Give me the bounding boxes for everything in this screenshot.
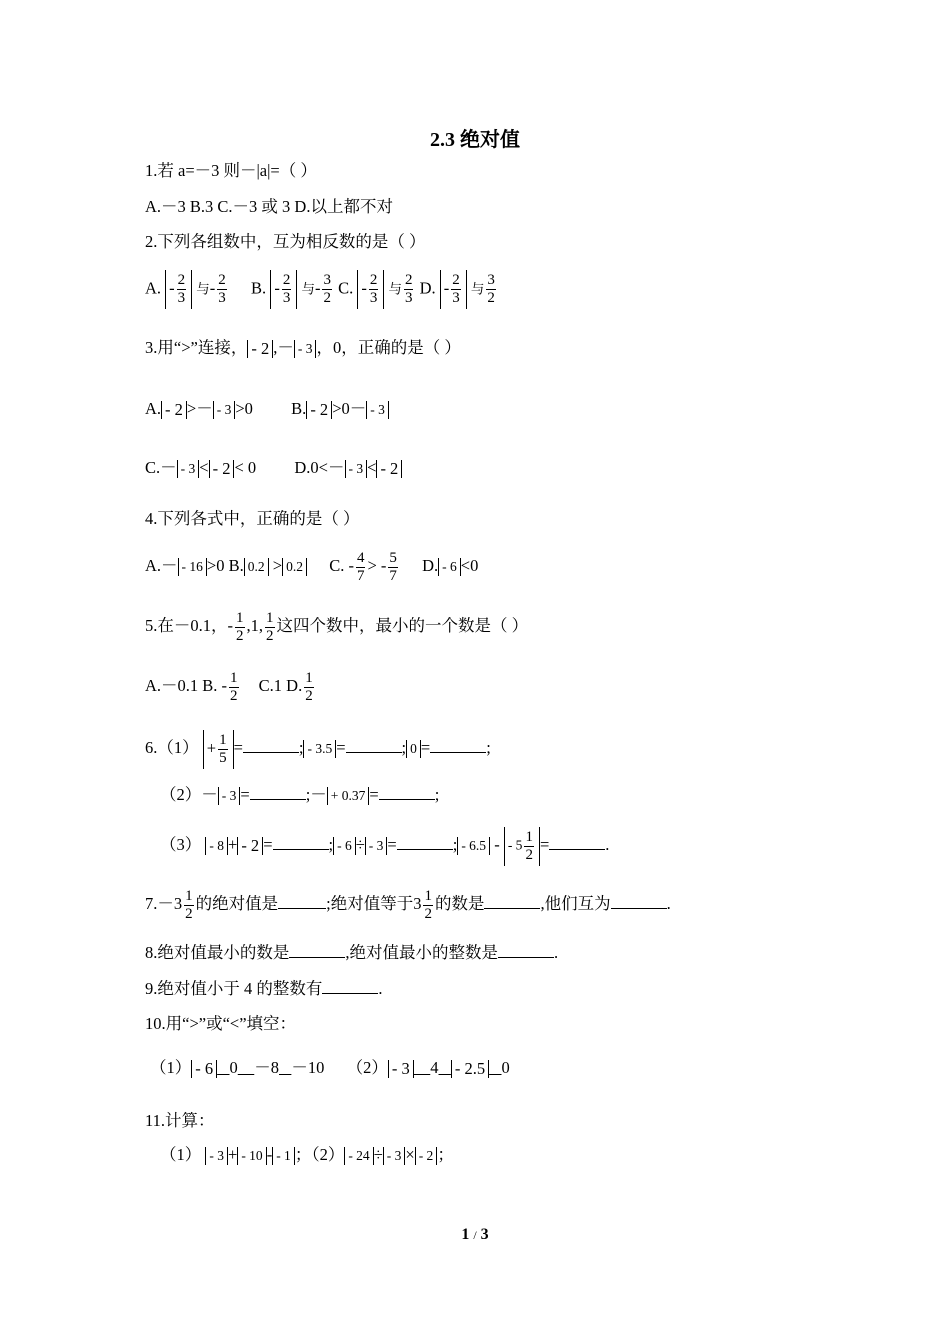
answer-blank[interactable] <box>430 738 486 753</box>
question-5-options: A.－0.1 B. - $\frac{1}{2}$ C.1 D. $\frac{1}{2}$ <box>145 669 313 704</box>
abs-expression: - 5 $\frac{1}{2}$ <box>504 827 540 866</box>
abs-expression: - 8 <box>205 837 228 855</box>
answer-blank[interactable] <box>250 785 306 800</box>
answer-blank[interactable] <box>611 894 667 909</box>
fraction: $\frac{5}{7}$ <box>389 549 397 584</box>
abs-expression: 0 <box>406 740 421 758</box>
option-b-label: B. <box>251 278 267 298</box>
abs-expression: - 3 <box>294 340 317 358</box>
question-6-part-2: （2）－ - 3 = ;－ + 0.37 = ; <box>160 785 440 804</box>
answer-blank[interactable] <box>379 785 435 800</box>
abs-expression: - 2 <box>376 460 402 478</box>
question-3-options-ab: A. - 2 >－ - 3 >0 B. - 2 >0－ - 3 <box>145 393 389 425</box>
abs-expression: - 3 <box>213 401 236 419</box>
fraction: $\frac{1}{2}$ <box>424 887 432 922</box>
fraction: $\frac{2}{3}$ <box>452 272 460 306</box>
fraction: $\frac{3}{2}$ <box>487 272 495 306</box>
abs-expression: - $\frac{2}{3}$ <box>270 270 297 309</box>
question-4-options: A.－ - 16 >0 B. 0.2 > 0.2 C. - $\frac{4}{7}$ > - $\frac{5}{7}$ D. - 6 <0 <box>145 549 479 584</box>
fraction: $\frac{1}{2}$ <box>236 609 244 644</box>
question-10-stem: 10.用“>”或“<”填空： <box>145 1014 297 1033</box>
abs-expression: - 10 <box>237 1147 266 1165</box>
question-6-part-1: 6.（1） + $\frac{1}{5}$ = ; - 3.5 = ; 0 = ; <box>145 728 491 769</box>
page-title: 2.3 绝对值 <box>430 129 520 151</box>
answer-blank[interactable] <box>489 1058 501 1077</box>
answer-blank[interactable] <box>217 1058 229 1077</box>
question-11-stem: 11.计算： <box>145 1111 215 1130</box>
abs-expression: - 6 <box>438 558 461 576</box>
abs-expression: - 16 <box>178 558 207 576</box>
fraction: $\frac{1}{5}$ <box>219 731 227 766</box>
question-1-options: A.－3 B.3 C.－3 或 3 D.以上都不对 <box>145 197 393 216</box>
abs-expression: - $\frac{2}{3}$ <box>440 270 467 309</box>
fraction: $\frac{1}{2}$ <box>266 609 274 644</box>
answer-blank[interactable] <box>397 835 453 850</box>
answer-blank[interactable] <box>289 943 345 958</box>
question-2-options: A. - $\frac{2}{3}$ 与- $\frac{2}{3}$ B. - $\frac{2}{3}$ 与- $\frac{3}{2}$ C. - $\frac{2}{3}$ 与 $\frac{2}{3}$ D. - $\frac{2}{3}$ 与 $\frac{3}{2}$ <box>145 270 498 309</box>
question-3-stem: 3.用“>”连接， - 2 ,－ - 3 ，0，正确的是（ ） <box>145 338 461 359</box>
abs-expression: - 2 <box>306 401 332 419</box>
question-7: 7.－3 $\frac{1}{2}$ 的绝对值是 ;绝对值等于3 $\frac{1}{2}$ 的数是 ,他们互为 . <box>145 887 671 922</box>
abs-expression: - 6 <box>333 837 356 855</box>
abs-expression: - $\frac{2}{3}$ <box>357 270 384 309</box>
fraction: $\frac{2}{3}$ <box>177 272 186 306</box>
fraction: $\frac{1}{2}$ <box>185 887 193 922</box>
answer-blank[interactable] <box>346 738 402 753</box>
fraction: $\frac{2}{3}$ <box>369 272 378 306</box>
fraction: $\frac{2}{3}$ <box>404 272 413 306</box>
abs-expression: - 3 <box>383 1147 406 1165</box>
answer-blank[interactable] <box>439 1058 451 1077</box>
question-1-stem: 1.若 a=－3 则－|a|=（ ） <box>145 161 317 180</box>
question-9: 9.绝对值小于 4 的整数有 . <box>145 979 383 998</box>
question-2-stem: 2.下列各组数中，互为相反数的是（ ） <box>145 232 426 251</box>
abs-expression: + 0.37 <box>327 787 370 805</box>
fraction: $\frac{2}{3}$ <box>282 272 291 306</box>
fraction: $\frac{4}{7}$ <box>356 549 365 584</box>
abs-expression: 0.2 <box>282 558 307 576</box>
answer-blank[interactable] <box>273 835 329 850</box>
abs-expression: - 6.5 <box>457 837 490 855</box>
abs-expression: - 3 <box>177 460 200 478</box>
question-6-part-3: （3） - 8 + - 2 = ; - 6 ÷ - 3 = ; - 6.5 - - 5 $\frac{1}{2}$ = . <box>160 826 609 866</box>
answer-blank[interactable] <box>414 1058 431 1077</box>
answer-blank[interactable] <box>549 835 605 850</box>
abs-expression: - $\frac{2}{3}$ <box>165 270 192 309</box>
question-3-options-cd: C.－ - 3 < - 2 < 0 D.0<－ - 3 < - 2 <box>145 452 402 484</box>
abs-expression: - 3 <box>218 787 241 805</box>
fraction: $\frac{3}{2}$ <box>323 272 331 306</box>
abs-expression: - 6 <box>191 1060 217 1078</box>
question-4-stem: 4.下列各式中，正确的是（ ） <box>145 509 360 528</box>
abs-expression: 0.2 <box>244 558 269 576</box>
fraction: $\frac{1}{2}$ <box>305 669 313 704</box>
fraction: $\frac{1}{2}$ <box>525 828 533 863</box>
abs-expression: - 3 <box>388 1060 414 1078</box>
answer-blank[interactable] <box>278 894 326 909</box>
abs-expression: - 3.5 <box>303 740 336 758</box>
answer-blank[interactable] <box>498 943 554 958</box>
abs-expression: - 3 <box>365 837 388 855</box>
abs-expression: - 2 <box>209 460 235 478</box>
abs-expression: - 2 <box>161 401 187 419</box>
abs-expression: - 2.5 <box>451 1060 489 1078</box>
question-5-stem: 5.在－0.1，- $\frac{1}{2}$ ,1, $\frac{1}{2}$ 这四个数中，最小的一个数是（ ） <box>145 609 529 644</box>
fraction: $\frac{2}{3}$ <box>218 272 226 306</box>
page-number: 1 / 3 <box>461 1226 489 1243</box>
abs-expression: - 24 <box>344 1147 373 1165</box>
question-11-parts: （1） - 3 + - 10 - - 1 ；（2） - 24 ÷ - 3 × - 2 ； <box>160 1145 454 1164</box>
option-a-label: A. <box>145 278 162 298</box>
abs-expression: - 2 <box>415 1147 438 1165</box>
abs-expression: + $\frac{1}{5}$ <box>203 730 234 769</box>
answer-blank[interactable] <box>322 979 378 994</box>
fraction: $\frac{1}{2}$ <box>230 669 238 704</box>
abs-expression: - 2 <box>247 340 273 358</box>
abs-expression: - 3 <box>366 401 389 419</box>
option-c-label: C. <box>338 278 354 298</box>
option-d-label: D. <box>419 278 436 298</box>
abs-expression: - 3 <box>205 1147 228 1165</box>
abs-expression: - 2 <box>237 837 263 855</box>
question-10-parts: （1） - 6 0 －8 －10 （2） - 3 4 - 2.5 0 <box>150 1058 510 1079</box>
answer-blank[interactable] <box>238 1058 255 1077</box>
abs-expression: - 1 <box>272 1147 295 1165</box>
abs-expression: - 3 <box>345 460 368 478</box>
answer-blank[interactable] <box>243 738 299 753</box>
answer-blank[interactable] <box>279 1058 291 1077</box>
answer-blank[interactable] <box>484 894 540 909</box>
question-8: 8.绝对值最小的数是 ,绝对值最小的整数是 . <box>145 943 559 962</box>
